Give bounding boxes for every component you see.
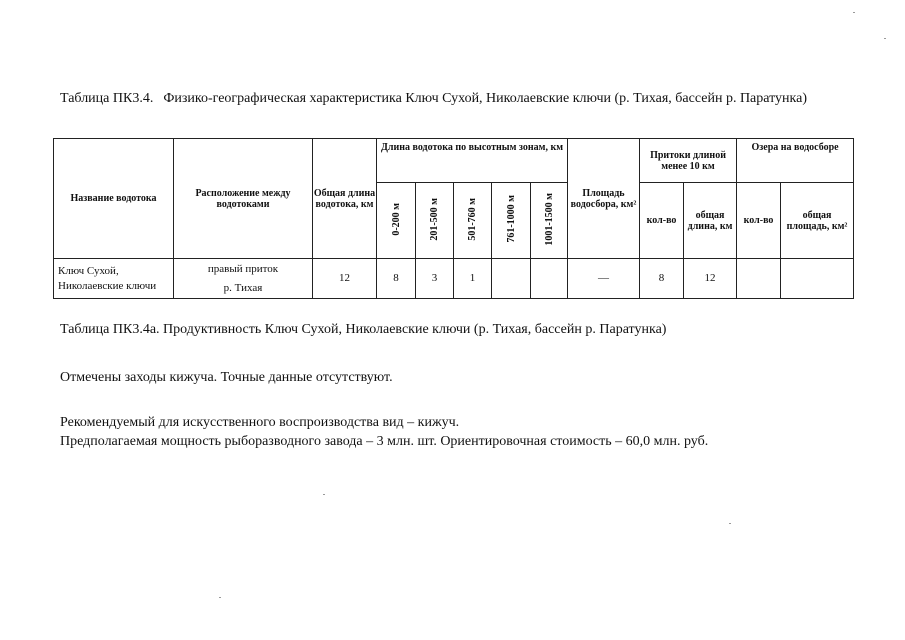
header-zone-1 xyxy=(377,183,416,259)
note-text: Отмечены заходы кижуча. Точные данные отсутствуют. xyxy=(60,370,393,385)
header-zone-5 xyxy=(531,183,568,259)
table1-title: Физико-географическая характеристика Ключ Сухой, Николаевские ключи (р. Тихая, бассейн р. Паратунка) xyxy=(163,91,808,106)
location-line-2: р. Тихая xyxy=(223,281,263,294)
header-basin-area: Площадь водосбора, км² xyxy=(568,139,640,259)
table-row xyxy=(54,259,854,299)
header-zone-2 xyxy=(416,183,454,259)
header-tributaries: Притоки длиной менее 10 км xyxy=(640,139,737,183)
scan-speck xyxy=(219,597,221,598)
cell-lakes-area xyxy=(781,259,854,299)
header-lakes-count: кол-во xyxy=(737,183,781,259)
header-zone-3 xyxy=(454,183,492,259)
cell-zone-2: 3 xyxy=(416,259,454,299)
recommendation-text: Рекомендуемый для искусственного воспроизводства вид – кижуч. xyxy=(60,415,460,430)
cell-lakes-count xyxy=(737,259,781,299)
header-name: Название водотока xyxy=(54,139,174,259)
cell-trib-length: 12 xyxy=(684,259,737,299)
scan-speck xyxy=(323,494,325,495)
header-location: Расположение между водотоками xyxy=(174,139,313,259)
header-trib-length: общая длина, км xyxy=(684,183,737,259)
cell-location xyxy=(174,259,313,299)
cell-zone-5 xyxy=(531,259,568,299)
table1-caption xyxy=(60,90,850,107)
cell-zone-3: 1 xyxy=(454,259,492,299)
zone-5-label: 1001-1500 м xyxy=(543,192,555,246)
capacity-text: Предполагаемая мощность рыборазводного завода – 3 млн. шт. Ориентировочная стоимость – 60,0 млн. руб. xyxy=(60,434,709,449)
header-total-length: Общая длина водотока, км xyxy=(313,139,377,259)
zone-4-label: 761-1000 м xyxy=(505,195,517,243)
scan-speck xyxy=(729,523,731,524)
header-length-by-zone: Длина водотока по высотным зонам, км xyxy=(377,139,568,183)
cell-trib-count: 8 xyxy=(640,259,684,299)
zone-2-label: 201-500 м xyxy=(429,197,440,241)
header-zone-4 xyxy=(492,183,531,259)
header-trib-count: кол-во xyxy=(640,183,684,259)
scan-speck xyxy=(853,12,855,13)
header-lakes-area: общая площадь, км² xyxy=(781,183,854,259)
table1-label: Таблица ПК3.4. xyxy=(60,91,154,106)
zone-3-label: 501-760 м xyxy=(467,197,478,241)
table2-caption: Таблица ПК3.4а. Продуктивность Ключ Сухой, Николаевские ключи (р. Тихая, бассейн р. Паратунка) xyxy=(60,322,667,337)
cell-zone-1: 8 xyxy=(377,259,416,299)
scan-speck xyxy=(884,38,886,39)
physgeo-table xyxy=(53,138,854,299)
cell-name: Ключ Сухой, Николаевские ключи xyxy=(54,259,174,299)
zone-1-label: 0-200 м xyxy=(390,202,402,236)
header-lakes: Озера на водосборе xyxy=(737,139,854,183)
cell-total-length: 12 xyxy=(313,259,377,299)
cell-basin-area: — xyxy=(568,259,640,299)
cell-zone-4 xyxy=(492,259,531,299)
location-line-1: правый приток xyxy=(207,262,279,275)
